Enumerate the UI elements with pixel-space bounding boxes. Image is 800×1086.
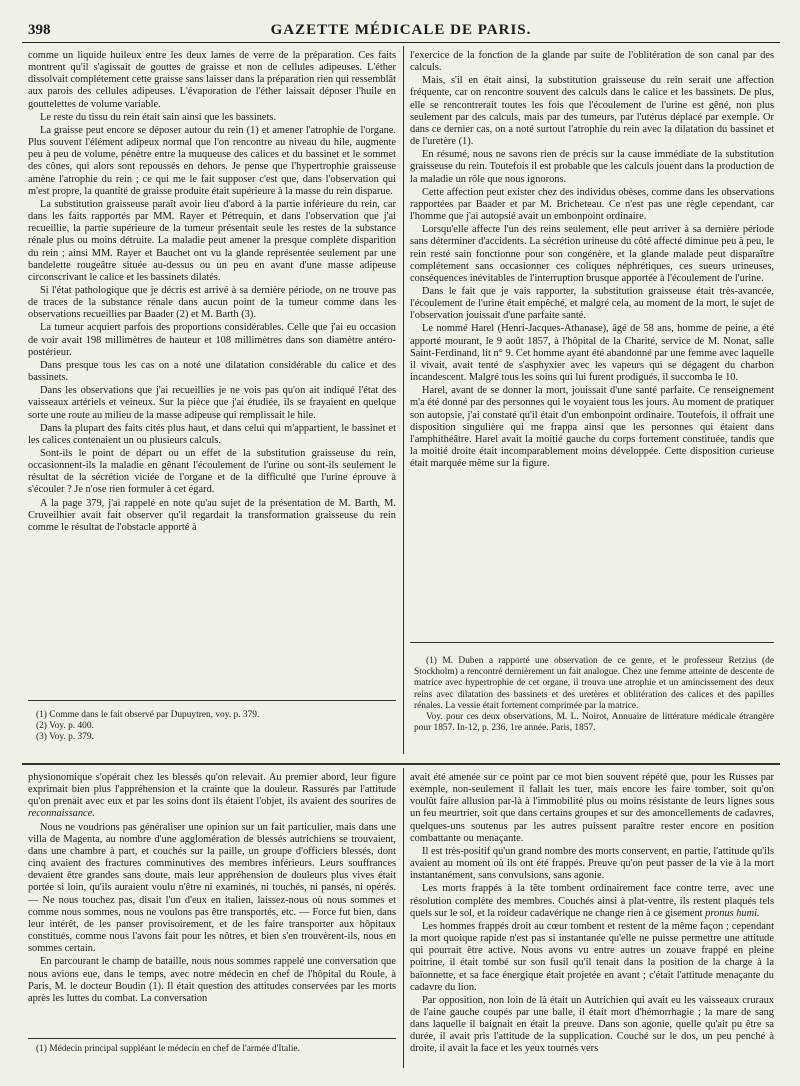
footnote-text: pour 1857. In-12, p. 236, 1re année. Paris, 1857. xyxy=(414,723,596,734)
footnote: (1) Médecin principal suppléant le médecin en chef de l'armée d'Italie. xyxy=(36,1044,300,1054)
top-right-column xyxy=(410,50,774,628)
paragraph: En parcourant le champ de bataille, nous nous sommes rappelé une conversation que nous avions eue, dans le temps, avec notre médecin en chef de l'hôpital du Roule, à Paris, M. le docteur Boudin (1). Il était question des attitudes conservées par les morts après les luttes du combat. La conversation xyxy=(28,956,396,1004)
paragraph xyxy=(410,883,774,919)
paragraph: Les hommes frappés droit au cœur tombent et restent de la même façon ; cependant la mort quoique rapide n'est pas si instantanée qu'elle ne puisse permettre une attitude qui pourrait être active. Nous avons vu entre autres un zouave frappé en pleine poitrine, il était tombé sur son fusil qu'il tenait dans la position de la charge à la baïonnette, et sa face énergique était projetée en avant ; c'était l'attitude menaçante du cadavre du lion. xyxy=(410,920,774,993)
section-separator xyxy=(22,763,780,765)
paragraph: En résumé, nous ne savons rien de précis sur la cause immédiate de la substitution graisseuse du rein. Toutefois il est probable que les calculs jouent dans la production de la maladie un rôle que nous ignorons. xyxy=(410,149,774,185)
top-left-column xyxy=(28,50,396,688)
page-header xyxy=(22,20,780,43)
paragraph: Sont-ils le point de départ ou un effet de la substitution graisseuse du rein, occasionnent-ils la maladie en gênant l'écoulement de l'urine ou sont-ils seulement le résultat de la sécrétion viciée de l'organe et de la difficulté que l'urine éprouve à s'écouler ? Je n'ose rien formuler à cet égard. xyxy=(28,448,396,496)
paragraph xyxy=(28,772,396,821)
paragraph: comme un liquide huileux entre les deux lames de verre de la préparation. Ces faits montrent qu'il s'agissait de gouttes de graisse et non de cellules adipeuses. L'éther dissolvait complétement cette graisse sans laisser dans la préparation rien qui ressemblât aux parois des cellules adipeuses. L'évaporation de l'éther laissait déposer l'huile en gouttelettes de volume variable. xyxy=(28,50,396,110)
paragraph: La substitution graisseuse paraît avoir lieu d'abord à la partie inférieure du rein, car dans les faits rapportés par MM. Rayer et Pétrequin, et dans l'observation que j'ai recueillie, la partie supérieure de la tumeur présentait seule les restes de la substance rénale plus ou moins détruite. La maladie peut amener la presque complète disparition du rein ; ainsi MM. Rayer et Bauchet ont vu la glande représentée seulement par une bandelette rougeâtre située au-dessus ou un peu en avant d'une masse adipeuse circonscrivant le calice et les bassinets dilatés. xyxy=(28,198,396,283)
running-title: GAZETTE MÉDICALE DE PARIS. xyxy=(270,22,532,38)
footnote: (1) M. Duben a rapporté une observation de ce genre, et le professeur Retzius (de Stockholm) a rencontré dernièrement un fait analogue. Chez une femme atteinte de descente de matrice avec hypertrophie de cet organe, il trouva une atrophie et un amincissement des deux reins avec dilatation des bassinets et des uretères et oblitération des calices et des papilles rénales. La vessie était fortement comprimée par la matrice. xyxy=(414,656,774,711)
paragraph: Dans presque tous les cas on a noté une dilatation considérable du calice et des bassinets. xyxy=(28,359,396,384)
footnote-divider xyxy=(410,642,774,643)
paragraph: Lorsqu'elle affecte l'un des reins seulement, elle peut arriver à sa dernière période sans déterminer d'accidents. La sécrétion urineuse du côté affecté diminue peu à peu, le rein resté sain fonctionne pour son congénère, et la glande malade peut disparaître complétement sans occasionner ces coliques néphrétiques, ces sueurs urineuses, conséquences inévitables de l'interruption brusque apportée à l'écoulement de l'urine. xyxy=(410,224,774,284)
footnote xyxy=(414,712,774,734)
bottom-left-column xyxy=(28,772,396,1036)
paragraph: Le reste du tissu du rein était sain ainsi que les bassinets. xyxy=(40,111,277,123)
page-number: 398 xyxy=(28,22,51,38)
paragraph-text: Les morts frappés à la tête tombent ordinairement face contre terre, avec une résolution complète des membres. Couchés ainsi à plat-ventre, ils restent plaqués tels quels sur le sol, et la roideur cadavérique ne change rien à ce gisement xyxy=(410,883,774,919)
footnote-divider xyxy=(28,700,396,701)
footnote-divider xyxy=(28,1038,396,1039)
bottom-left-footnote xyxy=(36,1044,396,1058)
paragraph: Harel, avant de se donner la mort, jouissait d'une santé parfaite. Ce renseignement m'a été donné par des personnes qui le voyaient tous les jours. Au moment de pratiquer son autopsie, j'ai constaté qu'il était d'un embonpoint ordinaire. Toutefois, il offrait une disposition singulière qui me frappa ainsi que les personnes qui étaient dans l'amphithéâtre. Harel avait la moitié gauche du corps fortement constituée, tandis que la moitié droite était incomparablement moins développée. Cette disposition curieuse était marquée même sur la figure. xyxy=(410,385,774,470)
bottom-right-column xyxy=(410,772,774,1072)
emphasis: pronus humi. xyxy=(705,907,760,919)
paragraph: Nous ne voudrions pas généraliser une opinion sur un fait particulier, mais dans une villa de Magenta, au nombre d'une agglomération de blessés autrichiens se trouvaient, dans une chambre à part, et couchés sur la paille, un groupe d'officiers blessés, dont cinq avaient des fractures comminutives des membres inférieurs. Leurs souffrances devaient être grandes sans doute, mais leur appréhension de douleurs plus vives était portée si loin, qu'ils auraient voulu n'être ni examinés, ni touchés, ni pansés, ni opérés. — Ne nous touchez pas, disait l'un d'eux en italien, laissez-nous où nous sommes et comme nous sommes, nous ne voulons pas être transportés, etc. — Force fut bien, dans leur intérêt, de les panser provisoirement, et de les faire transporter aux hôpitaux constitués, comme nous l'avons fait pour les nôtres, et bien s'en trouvèrent-ils, nous en sommes certain. xyxy=(28,821,396,955)
paragraph: Par opposition, non loin de là était un Autrichien qui avait eu les vaisseaux cruraux de l'aine gauche coupés par une balle, il était mort d'hémorrhagie ; la mare de sang dans laquelle il baignait en était la preuve. Dans son agonie, quelle qu'ait pu être sa durée, il avait pris l'attitude de la supplication. Couché sur le dos, un peu penché à droite, il avait la face et les yeux tournés vers xyxy=(410,994,774,1055)
footnote: (1) Comme dans le fait observé par Dupuytren, voy. p. 379. xyxy=(36,710,260,720)
paragraph: Mais, s'il en était ainsi, la substitution graisseuse du rein serait une affection fréquente, car on rencontre souvent des calculs dans le calice et les bassinets. De plus, elle se rencontrerait toutes les fois que l'écoulement de l'urine est gêné, non plus seulement par des calculs, mais par des tumeurs, par l'utérus déplacé par exemple. Or dans ce dernier cas, on a noté surtout l'atrophie du rein avec la dilatation du bassinet et de l'uretère (1). xyxy=(410,75,774,148)
footnote-text: Voy. pour ces deux observations, M. L. Noirot, xyxy=(426,712,609,723)
column-divider xyxy=(403,768,404,1068)
footnote: (2) Voy. p. 400. xyxy=(36,721,94,732)
footnote: (3) Voy. p. 379. xyxy=(36,732,94,743)
paragraph: Si l'état pathologique que je décris est arrivé à sa dernière période, on ne trouve pas de traces de la substance rénale dans aucun point de la tumeur comme dans les observations recueillies par Baader (2) et M. Barth (3). xyxy=(28,284,396,321)
paragraph: La tumeur acquiert parfois des proportions considérables. Celle que j'ai eu occasion de voir avait 198 millimètres de hauteur et 108 millimètres dans son diamètre antéro-postérieur. xyxy=(28,322,396,358)
top-left-footnotes xyxy=(36,710,396,754)
paragraph: Il est très-positif qu'un grand nombre des morts conservent, en partie, l'attitude qu'ils avaient au moment où ils ont été frappés. Preuve qu'on peut passer de la vie à la mort instantanément, sans convulsions, sans agonie. xyxy=(410,845,774,882)
paragraph: l'exercice de la fonction de la glande par suite de l'oblitération de son canal par des calculs. xyxy=(410,50,774,74)
top-right-footnotes xyxy=(414,656,774,754)
column-divider xyxy=(403,46,404,754)
paragraph: Dans les observations que j'ai recueillies je ne vois pas qu'on ait indiqué l'état des vaisseaux artériels et veineux. Sur la pièce que j'ai étudiée, ils se frayaient en quelque sorte une route au milieu de la masse adipeuse qui remplissait le hile. xyxy=(28,385,396,421)
emphasis: reconnaissance. xyxy=(28,808,95,820)
paragraph: A la page 379, j'ai rappelé en note qu'au sujet de la présentation de M. Barth, M. Cruveilhier avait fait observer qu'il regardait la transformation graisseuse du rein comme le résultat de l'obstacle apporté à xyxy=(28,497,396,533)
paragraph: Dans le fait que je vais rapporter, la substitution graisseuse était très-avancée, l'écoulement de l'urine était empêché, et malgré cela, au moment de la mort, le sujet de l'observation jouissait d'une parfaite santé. xyxy=(410,285,774,322)
paragraph: Le nommé Harel (Henri-Jacques-Athanase), âgé de 58 ans, homme de peine, a été apporté mourant, le 9 août 1857, à l'hôpital de la Charité, service de M. Nonat, salle Saint-Ferdinand, lit n° 9. Cet homme ayant été abandonné par une femme avec laquelle il vivait, avait tenté de s'asphyxier avec les vapeurs qui se dégagent du charbon incandescent. Malgré tous les soins qui lui furent prodigués, il succomba le 10. xyxy=(410,323,774,384)
paragraph-text: physionomique s'opérait chez les blessés qu'on relevait. Au premier abord, leur figure exprimait bien plus l'appréhension et la crainte que la douleur. Rassurés par l'attitude qu'on prenait avec eux et par les soins dont ils étaient l'objet, ils avaient des sourires de xyxy=(28,772,396,808)
paragraph: avait été amenée sur ce point par ce mot bien souvent répété que, pour les Russes par exemple, non-seulement il fallait les tuer, mais encore les faire tomber, soit qu'on voulût faire allusion par-là à l'immobilité plus ou moins résistante de leurs lignes sous un feu meurtrier, soit que dans certains groupes et sur des amoncellements de cadavres, quelques-uns soutenus par les autres puissent paraître rester encore en position combattante ou menaçante. xyxy=(410,772,774,844)
journal-title: Annuaire de littérature médicale étrangère xyxy=(611,712,774,723)
paragraph: Cette affection peut exister chez des individus obèses, comme dans les observations rapportées par Baader et par M. Bricheteau. Ce n'est pas une règle cependant, car l'homme que j'ai autopsié avait un embonpoint ordinaire. xyxy=(410,186,774,223)
paragraph: La graisse peut encore se déposer autour du rein (1) et amener l'atrophie de l'organe. Plus souvent l'élément adipeux normal que l'on rencontre au niveau du hile, augmente peu à peu de volume, pénètre entre la muqueuse des calices et du bassinet et le sommet des cônes, qui alors sont repoussés en dehors. Je pense que l'hypertrophie graisseuse amène l'atrophie du rein ; ce qui me le fait supposer c'est que, dans l'observation qui m'est propre, la quantité de graisse produite était supérieure à la masse du rein disparue. xyxy=(28,124,396,197)
paragraph: Dans la plupart des faits cités plus haut, et dans celui qui m'appartient, le bassinet et les calices contenaient un ou plusieurs calculs. xyxy=(28,422,396,446)
